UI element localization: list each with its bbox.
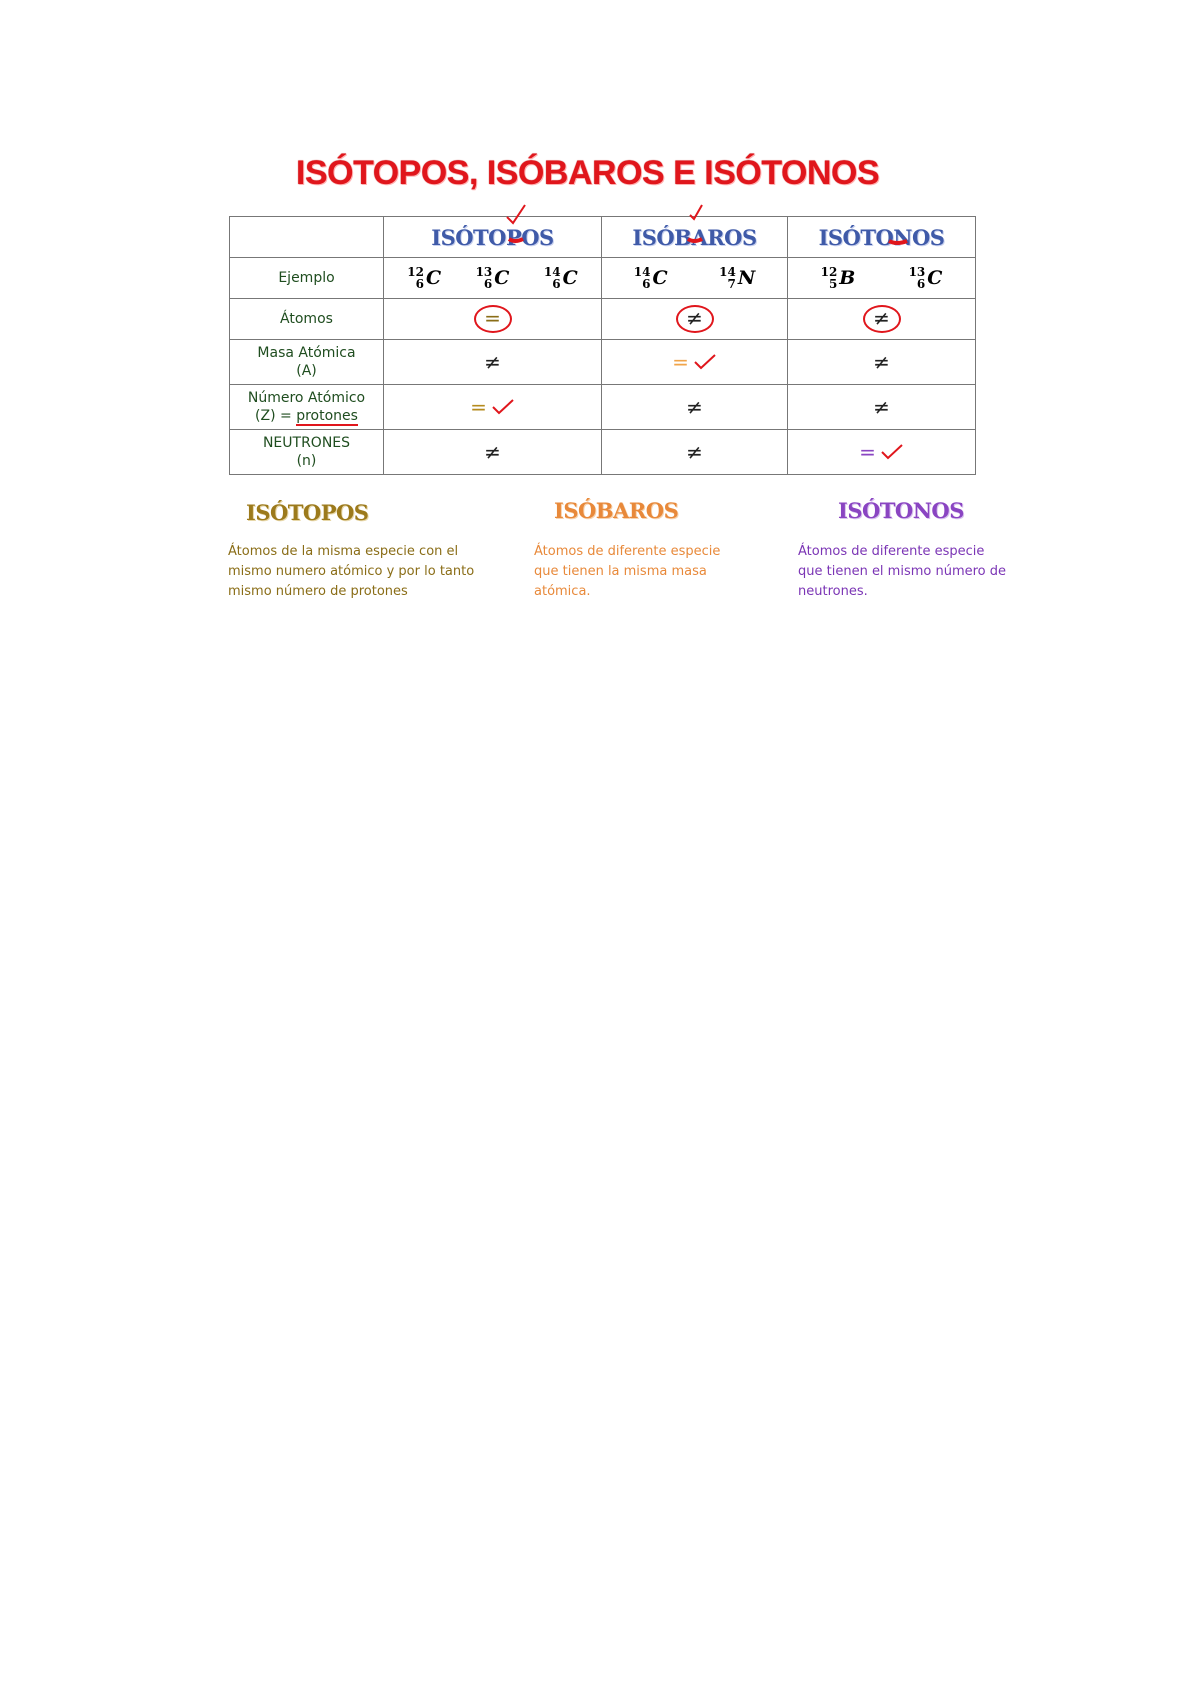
circled-equal-sign: = [474,305,512,333]
example-cell-isobaros [602,258,788,299]
definition-text-isotopos: Átomos de la misma especie con el mismo numero atómico y por lo tanto mismo número de protones [228,544,475,599]
table-row-atomos [230,299,976,340]
table-row-neutrones [230,430,976,475]
nuclide-c13: 13 6 C [908,265,943,291]
column-header-isotonos [788,217,976,258]
table-row-masa-atomica [230,340,976,385]
nuclide-c14: 14 6 C [543,265,578,291]
atomos-cell-isotopos [384,299,602,340]
definition-text-isobaros: Átomos de diferente especie que tienen la misma masa atómica. [534,544,721,599]
neutrones-cell-isotonos [788,430,976,475]
column-header-label: ISÓTOPOS [431,225,553,250]
red-underline-annotation-icon [885,203,913,251]
masa-cell-isotopos [384,340,602,385]
atomos-cell-isotonos [788,299,976,340]
not-equal-sign: ≠ [873,395,890,419]
circled-not-equal-sign: ≠ [676,305,714,333]
example-cell-isotonos [788,258,976,299]
red-check-annotation-icon [503,203,531,251]
page-title: ISÓTOPOS, ISÓBAROS E ISÓTONOS [296,154,880,192]
masa-cell-isotonos [788,340,976,385]
definition-title-isotonos: ISÓTONOS [838,498,964,523]
example-cell-isotopos [384,258,602,299]
not-equal-sign: ≠ [484,440,501,464]
not-equal-sign: ≠ [484,350,501,374]
column-header-label: ISÓBAROS [632,225,756,250]
row-label-atomos: Átomos [230,299,384,340]
definition-title-isotopos: ISÓTOPOS [246,500,369,525]
circled-not-equal-sign: ≠ [863,305,901,333]
empty-corner-cell [230,217,384,258]
red-check-icon [693,353,717,371]
table-header-row [230,217,976,258]
nuclide-c13: 13 6 C [475,265,510,291]
red-check-annotation-icon [682,203,710,251]
nuclide-c14: 14 6 C [633,265,668,291]
row-label-masa-atomica: Masa Atómica (A) [230,340,384,385]
not-equal-sign: ≠ [686,440,703,464]
red-check-icon [880,443,904,461]
column-header-isotopos [384,217,602,258]
row-label-neutrones: NEUTRONES (n) [230,430,384,475]
definition-title-isobaros: ISÓBAROS [554,498,679,523]
definition-text-isotonos: Átomos de diferente especie que tienen el mismo número de neutrones. [798,544,1007,599]
atomos-cell-isobaros [602,299,788,340]
neutrones-cell-isotopos [384,430,602,475]
neutrones-cell-isobaros [602,430,788,475]
not-equal-sign: ≠ [873,350,890,374]
not-equal-sign: ≠ [686,395,703,419]
column-header-isobaros [602,217,788,258]
equal-check-mark: = [672,350,717,374]
row-label-ejemplo: Ejemplo [230,258,384,299]
comparison-table [229,216,976,475]
column-header-label: ISÓTONOS [819,225,945,250]
protones-underlined: protones [296,408,358,424]
nuclide-n14: 14 7 N [719,265,756,291]
red-check-icon [491,398,515,416]
equal-check-mark: = [859,440,904,464]
equal-check-mark: = [470,395,515,419]
masa-cell-isobaros [602,340,788,385]
table-row-ejemplo [230,258,976,299]
row-label-numero-atomico: Número Atómico (Z) = protones [230,385,384,430]
table-row-numero-atomico [230,385,976,430]
nuclide-c12: 12 6 C [407,265,442,291]
numero-cell-isobaros [602,385,788,430]
numero-cell-isotopos [384,385,602,430]
nuclide-b12: 12 5 B [820,265,856,291]
numero-cell-isotonos [788,385,976,430]
